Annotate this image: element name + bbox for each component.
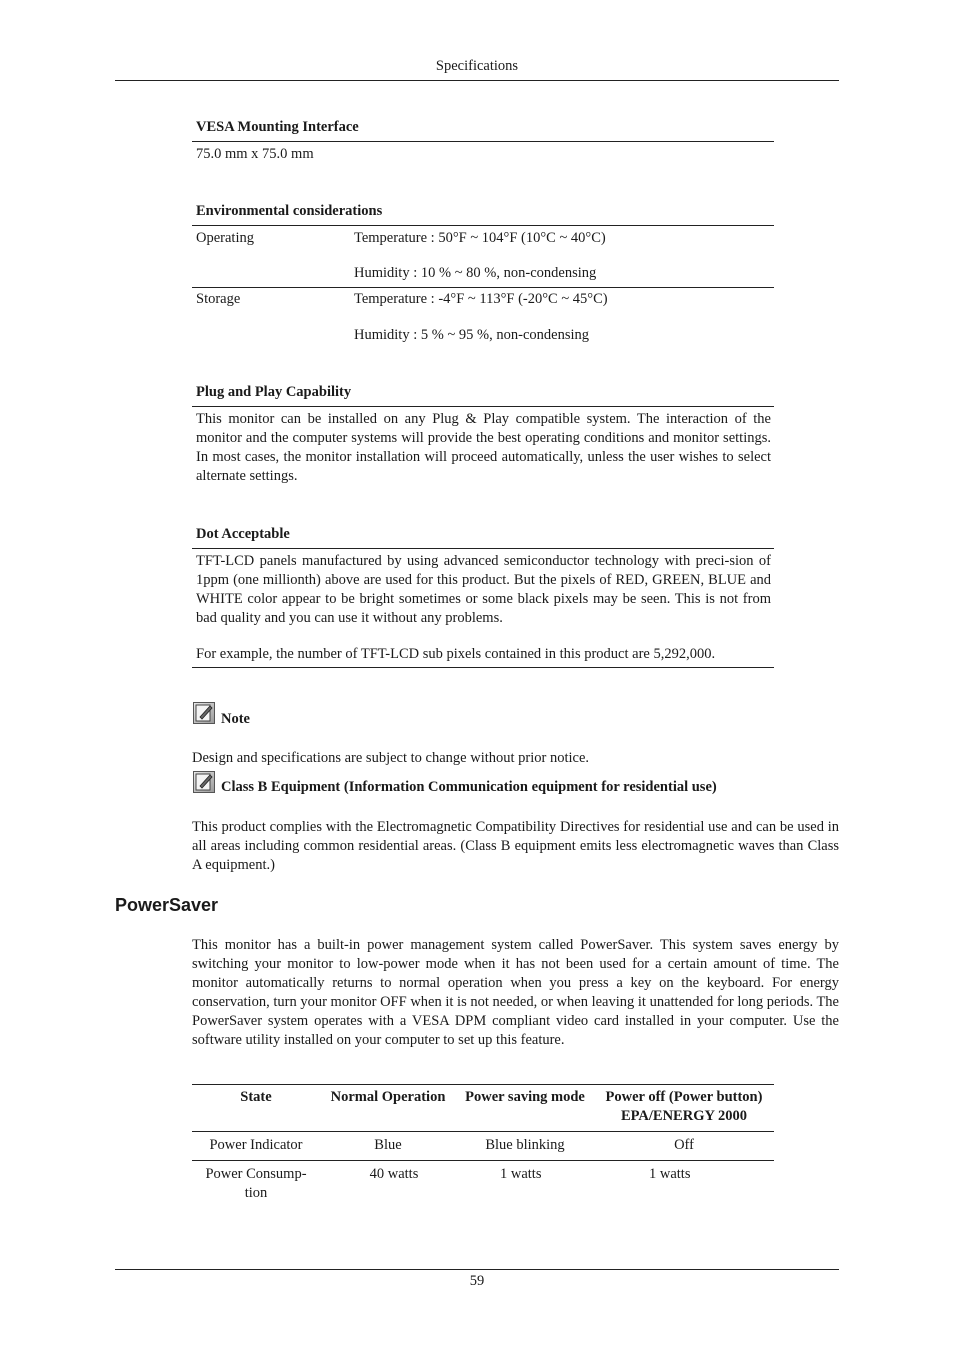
operating-humidity: Humidity : 10 % ~ 80 %, non-condensing bbox=[354, 265, 597, 281]
vesa-value: 75.0 mm x 75.0 mm bbox=[196, 146, 314, 162]
storage-label: Storage bbox=[196, 291, 241, 307]
environment-title: Environmental considerations bbox=[196, 203, 383, 219]
dot-acceptable-bottom-rule bbox=[192, 667, 774, 668]
note-text: Design and specifications are subject to change without prior notice. bbox=[192, 750, 590, 766]
page-number: 59 bbox=[469, 1273, 485, 1289]
table-row bbox=[192, 1161, 774, 1209]
table-header-power-off bbox=[594, 1085, 774, 1132]
class-b-title: Class B Equipment (Information Communication equipment for residential use) bbox=[221, 779, 717, 795]
table-cell-power-consumption bbox=[192, 1161, 320, 1209]
note-label: Note bbox=[221, 711, 250, 727]
table-header-power-off-label: Power off (Power button) bbox=[605, 1089, 763, 1105]
dot-acceptable-title: Dot Acceptable bbox=[196, 526, 290, 542]
table-cell-consumption-off: 1 watts bbox=[649, 1166, 691, 1182]
table-cell-indicator-normal: Blue bbox=[320, 1132, 456, 1161]
dot-acceptable-text: TFT-LCD panels manufactured by using advanced semiconductor technology with preci-sion of 1ppm (one millionth) above are used for this product. But the pixels of RED, GREEN, BLUE and WHITE color appear to be bright sometimes or some black pixels may be seen. This is not from bad quality and you can use it without any problems. bbox=[196, 553, 771, 626]
class-b-text: This product complies with the Electromagnetic Compatibility Directives for residential use and can be used in all areas including common residential areas. (Class B equipment emits less electromagnetic waves than Class A equipment.) bbox=[192, 819, 839, 873]
storage-humidity: Humidity : 5 % ~ 95 %, non-condensing bbox=[354, 327, 589, 343]
plug-and-play-title: Plug and Play Capability bbox=[196, 384, 352, 400]
class-b-note-icon bbox=[193, 771, 215, 793]
table-cell-power-consumption-line1: Power Consump- bbox=[205, 1166, 307, 1182]
powersaver-text: This monitor has a built-in power management system called PowerSaver. This system saves energy by switching your monitor to low-power mode when it has not been used for a certain amount of time. The monitor automatically returns to normal operation when you press a key on the keyboard. For energy conservation, turn your monitor OFF when it is not needed, or when leaving it unattended for long periods. The PowerSaver system operates with a VESA DPM compliant video card installed in your computer. Use the software utility installed on your computer to set up this feature. bbox=[192, 937, 839, 1048]
table-header-state: State bbox=[192, 1085, 320, 1132]
table-cell-consumption-saving: 1 watts bbox=[500, 1166, 542, 1182]
note-icon bbox=[193, 702, 215, 724]
environment-rule bbox=[192, 225, 774, 226]
storage-temperature: Temperature : -4°F ~ 113°F (-20°C ~ 45°C) bbox=[354, 291, 608, 307]
plug-and-play-rule bbox=[192, 406, 774, 407]
table-cell-consumption-normal: 40 watts bbox=[369, 1166, 419, 1182]
vesa-title: VESA Mounting Interface bbox=[196, 119, 359, 135]
table-header-row bbox=[192, 1085, 774, 1132]
environment-row-rule bbox=[192, 287, 774, 288]
table-cell-power-consumption-line2: tion bbox=[244, 1185, 268, 1201]
table-header-normal-operation: Normal Operation bbox=[320, 1085, 456, 1132]
powersaver-heading: PowerSaver bbox=[115, 895, 219, 915]
dot-acceptable-rule bbox=[192, 548, 774, 549]
table-header-epa-label: EPA/ENERGY 2000 bbox=[620, 1108, 748, 1124]
page-header-title: Specifications bbox=[435, 58, 519, 74]
table-cell-power-indicator: Power Indicator bbox=[192, 1132, 320, 1161]
operating-temperature: Temperature : 50°F ~ 104°F (10°C ~ 40°C) bbox=[354, 230, 606, 246]
table-header-power-saving-mode: Power saving mode bbox=[456, 1085, 594, 1132]
powersaver-table bbox=[192, 1084, 774, 1208]
table-cell-indicator-saving: Blue blinking bbox=[456, 1132, 594, 1161]
table-row bbox=[192, 1132, 774, 1161]
table-cell-indicator-off: Off bbox=[594, 1132, 774, 1161]
dot-acceptable-example: For example, the number of TFT-LCD sub pixels contained in this product are 5,292,000. bbox=[196, 646, 716, 662]
vesa-rule bbox=[192, 141, 774, 142]
plug-and-play-text: This monitor can be installed on any Plug & Play compatible system. The interaction of the monitor and the computer systems will provide the best operating conditions and monitor settings. In most cases, the monitor installation will proceed automatically, unless the user wishes to select alternate settings. bbox=[196, 411, 771, 484]
operating-label: Operating bbox=[196, 230, 254, 246]
footer-rule bbox=[115, 1269, 839, 1270]
header-rule bbox=[115, 80, 839, 81]
